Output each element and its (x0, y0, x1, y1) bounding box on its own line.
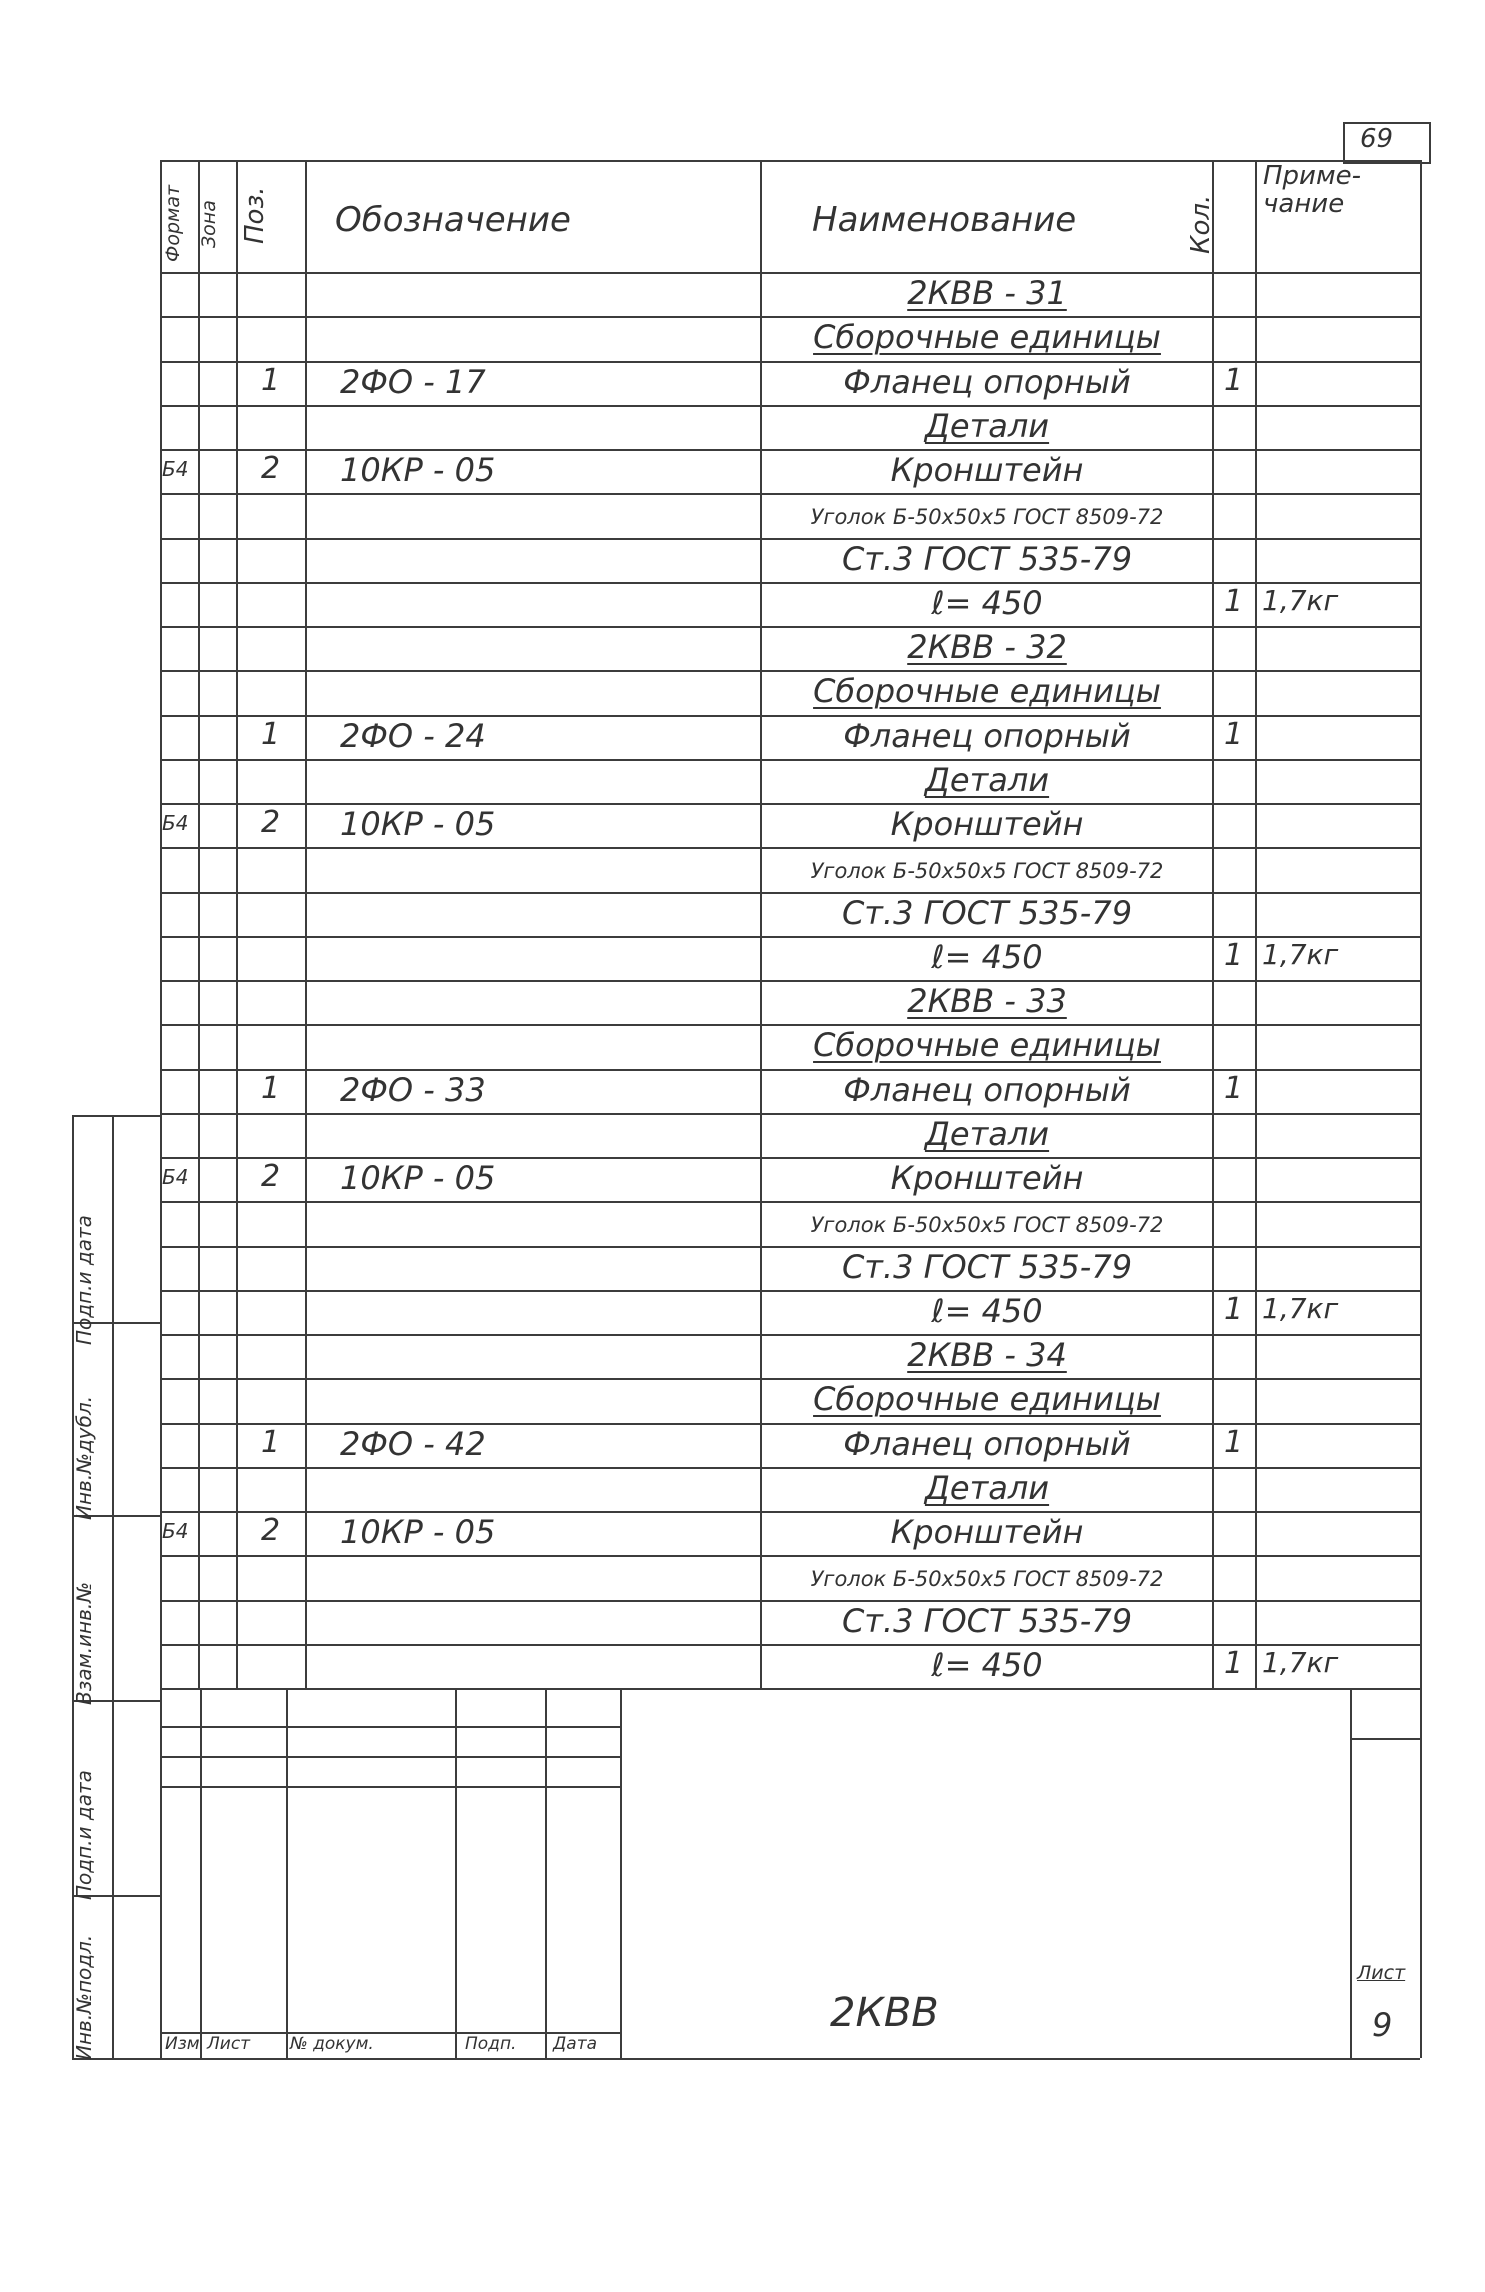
row-designation: 10КР - 05 (340, 1159, 496, 1197)
row-name: Детали (924, 406, 1050, 445)
row-designation: 2ФО - 24 (340, 716, 486, 755)
row-name: Детали (924, 1114, 1050, 1153)
row-qty: 1 (1223, 716, 1244, 752)
row-name: Уголок Б-50х50х5 ГОСТ 8509-72 (810, 505, 1164, 530)
header-zone: Зона (198, 200, 220, 248)
row-format: Б4 (162, 1165, 189, 1189)
row-name: 2КВВ - 33 (907, 982, 1067, 1020)
header-pos: Поз. (240, 186, 270, 244)
column-divider (198, 160, 200, 1688)
row-position: 1 (260, 1424, 281, 1460)
title-block-row (160, 1786, 620, 1788)
title-block-divider (160, 1688, 162, 2058)
row-name: Фланец опорный (843, 716, 1131, 755)
tb-doc-code: 2КВВ (830, 1990, 939, 2036)
row-name: Сборочные единицы (813, 672, 1161, 711)
tb-data: Дата (553, 2034, 598, 2054)
row-name: ℓ= 450 (931, 1291, 1043, 1330)
row-name: Кронштейн (890, 451, 1084, 489)
row-position: 1 (260, 1070, 281, 1106)
row-format: Б4 (162, 457, 189, 481)
title-block-divider (286, 1688, 288, 2058)
row-divider (160, 1555, 1420, 1557)
row-name: Ст.3 ГОСТ 535-79 (841, 1247, 1133, 1286)
row-name: Уголок Б-50х50х5 ГОСТ 8509-72 (810, 1213, 1164, 1238)
row-name: Сборочные единицы (813, 1026, 1161, 1065)
row-name: Ст.3 ГОСТ 535-79 (841, 539, 1133, 578)
row-name: Кронштейн (890, 805, 1084, 843)
row-position: 1 (260, 716, 281, 752)
row-note: 1,7кг (1262, 937, 1339, 971)
row-divider (160, 847, 1420, 849)
title-block-divider (1350, 1688, 1352, 2058)
side-inv-dubl: Инв.№дубл. (72, 1395, 96, 1520)
row-name: ℓ= 450 (931, 583, 1043, 622)
header-format: Формат (162, 184, 184, 262)
side-inv-podl: Инв.№подл. (72, 1934, 96, 2060)
title-block-bottom (160, 2058, 1420, 2060)
row-designation: 10КР - 05 (340, 805, 496, 843)
row-note: 1,7кг (1262, 1645, 1339, 1679)
row-qty: 1 (1223, 1645, 1244, 1681)
row-name: Кронштейн (890, 1159, 1084, 1197)
table-top-border (160, 160, 1420, 162)
row-designation: 2ФО - 17 (340, 362, 486, 401)
header-designation: Обозначение (335, 200, 571, 240)
tb-sheet-label: Лист (1357, 1962, 1406, 1984)
header-qty: Кол. (1186, 194, 1216, 254)
tb-izm: Изм (165, 2034, 200, 2054)
title-block-row (160, 1756, 620, 1758)
title-block-divider (620, 1688, 622, 2058)
row-qty: 1 (1223, 1291, 1244, 1327)
row-divider (160, 1688, 1420, 1690)
row-divider (160, 493, 1420, 495)
row-name: 2КВВ - 31 (907, 274, 1067, 312)
row-position: 2 (260, 451, 281, 486)
row-position: 2 (260, 805, 281, 840)
row-designation: 2ФО - 33 (340, 1070, 486, 1109)
row-name: Фланец опорный (843, 1424, 1131, 1463)
row-name: Ст.3 ГОСТ 535-79 (841, 893, 1133, 932)
row-qty: 1 (1223, 937, 1244, 973)
row-qty: 1 (1223, 362, 1244, 398)
row-qty: 1 (1223, 1424, 1244, 1460)
title-block-divider (545, 1688, 547, 2058)
side-stamp-line (72, 1115, 160, 1117)
row-name: Фланец опорный (843, 1070, 1131, 1109)
row-name: Кронштейн (890, 1513, 1084, 1551)
side-stamp-border (112, 1115, 114, 2058)
row-designation: 2ФО - 42 (340, 1424, 486, 1463)
tb-podp: Подп. (465, 2034, 517, 2054)
title-block-row (160, 1726, 620, 1728)
tb-list: Лист (207, 2034, 251, 2054)
column-divider (160, 160, 162, 1688)
tb-sheet-no: 9 (1372, 2006, 1393, 2044)
row-format: Б4 (162, 811, 189, 835)
row-position: 1 (260, 362, 281, 398)
header-note: Приме- чание (1263, 161, 1361, 219)
row-position: 2 (260, 1159, 281, 1194)
side-podp-data-2: Подп.и дата (72, 1215, 96, 1345)
row-qty: 1 (1223, 583, 1244, 619)
row-name: 2КВВ - 34 (907, 1336, 1067, 1374)
row-name: Сборочные единицы (813, 318, 1161, 357)
row-designation: 10КР - 05 (340, 1513, 496, 1551)
sheet-code-top: 69 (1360, 124, 1394, 154)
row-name: Ст.3 ГОСТ 535-79 (841, 1601, 1133, 1640)
title-block-divider (200, 1688, 202, 2058)
row-position: 2 (260, 1513, 281, 1548)
row-divider (160, 1201, 1420, 1203)
header-name: Наименование (812, 200, 1077, 240)
row-name: Детали (924, 760, 1050, 799)
row-name: 2КВВ - 32 (907, 628, 1067, 666)
row-designation: 10КР - 05 (340, 451, 496, 489)
title-block-divider (455, 1688, 457, 2058)
row-note: 1,7кг (1262, 583, 1339, 617)
row-name: Уголок Б-50х50х5 ГОСТ 8509-72 (810, 1567, 1164, 1592)
column-divider (305, 160, 307, 1688)
row-note: 1,7кг (1262, 1291, 1339, 1325)
sheet-label-divider (1350, 1738, 1420, 1740)
column-divider (1420, 160, 1422, 1688)
row-name: Уголок Б-50х50х5 ГОСТ 8509-72 (810, 859, 1164, 884)
title-block-divider (1420, 1688, 1422, 2058)
row-name: Фланец опорный (843, 362, 1131, 401)
side-vzam-inv: Взам.инв.№ (72, 1581, 96, 1705)
tb-doc-no: № докум. (290, 2034, 374, 2054)
row-name: Сборочные единицы (813, 1380, 1161, 1419)
column-divider (1255, 160, 1257, 1688)
row-name: ℓ= 450 (931, 1645, 1043, 1684)
side-podp-data-1: Подп.и дата (72, 1770, 96, 1900)
row-name: ℓ= 450 (931, 937, 1043, 976)
row-qty: 1 (1223, 1070, 1244, 1106)
row-format: Б4 (162, 1519, 189, 1543)
row-name: Детали (924, 1468, 1050, 1507)
